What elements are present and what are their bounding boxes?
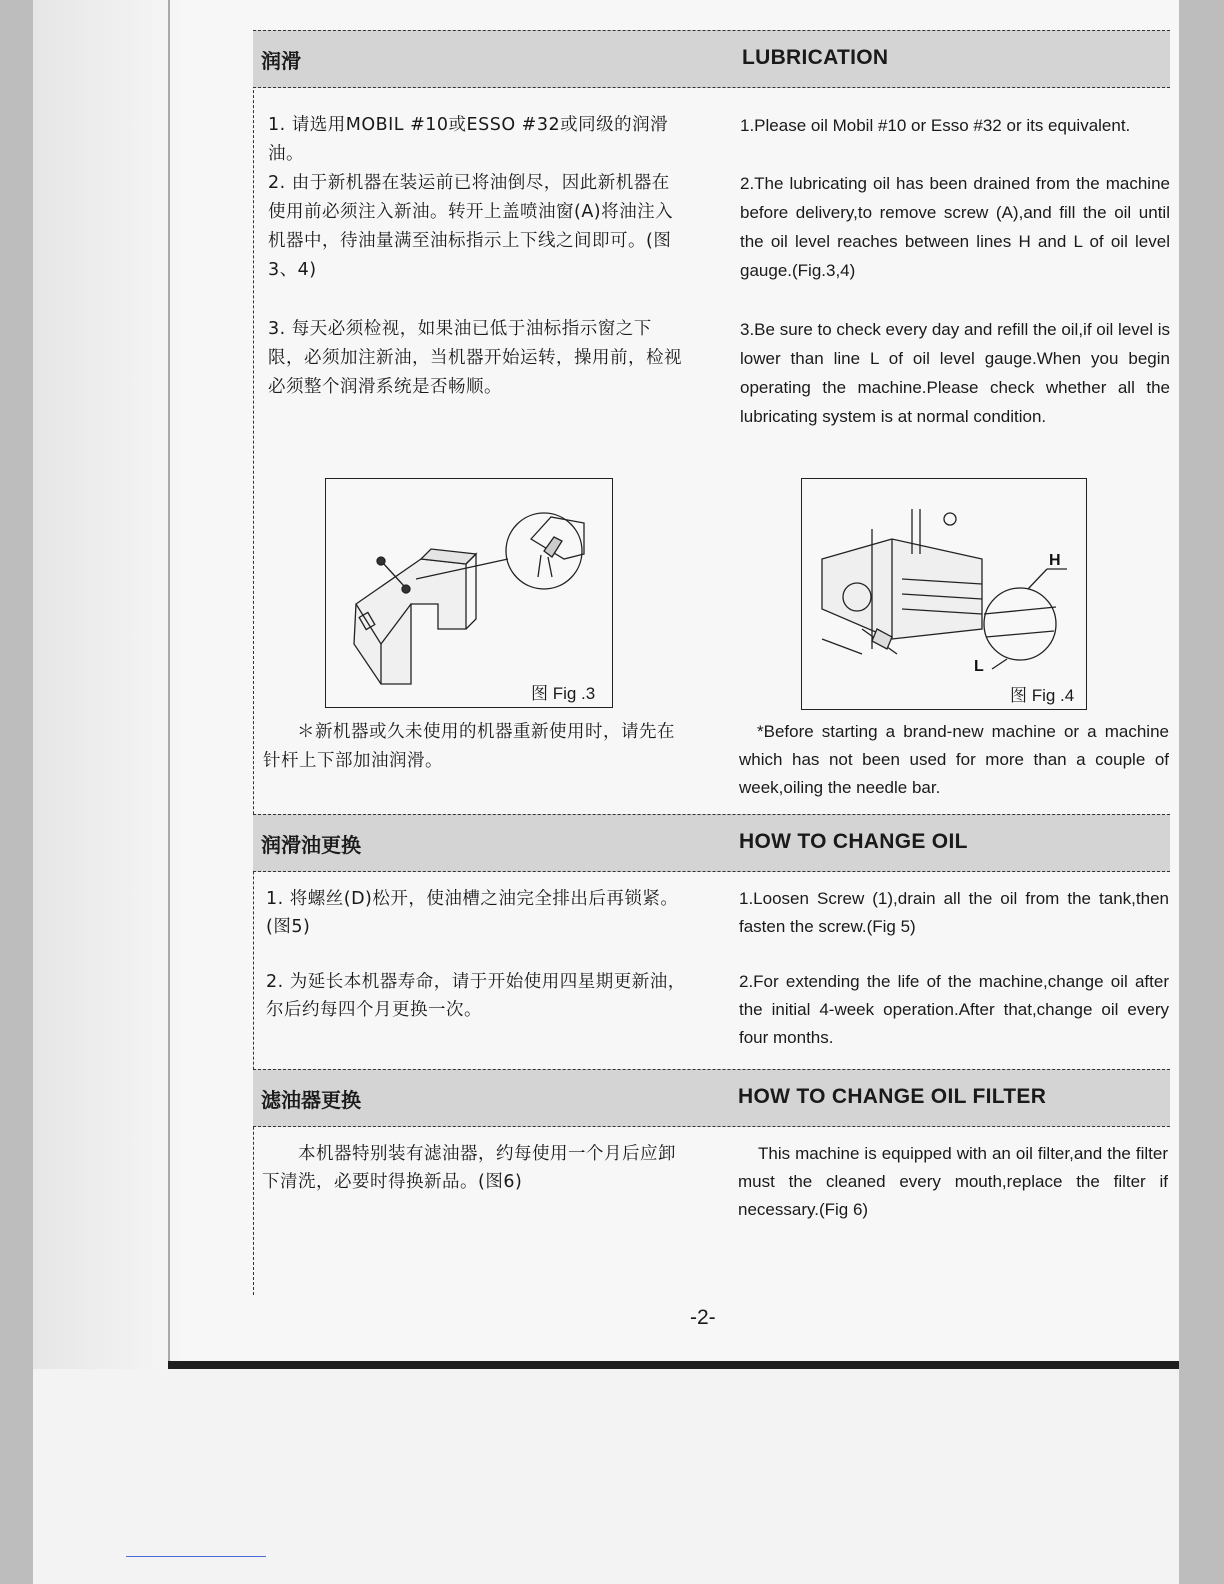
section-header-change-oil xyxy=(253,814,1170,872)
page-left-edge xyxy=(168,0,170,1365)
change-filter-text-zh: 本机器特别装有滤油器，约每使用一个月后应卸下清洗，必要时得换新品。(图6) xyxy=(262,1144,676,1192)
section-header-change-filter xyxy=(253,1069,1170,1127)
figure-3-caption: 图 Fig .3 xyxy=(531,684,596,703)
lubrication-note-zh: ＊新机器或久未使用的机器重新使用时，请先在针杆上下部加油润滑。 xyxy=(263,722,675,771)
lubrication-item-zh-1: 1. 请选用MOBIL #10或ESSO #32或同级的润滑油。 xyxy=(268,115,669,164)
decorative-underline xyxy=(126,1556,266,1557)
figure-4 xyxy=(801,478,1087,710)
section-title-zh: 滤油器更换 xyxy=(261,1088,361,1112)
change-oil-item-en-2: 2.For extending the life of the machine,change oil after the initial 4-week operation.After that,change oil every four months. xyxy=(739,972,1169,1047)
machine-oil-window-illustration xyxy=(326,479,612,707)
page-bottom-edge xyxy=(168,1361,1179,1369)
change-oil-item-zh-1: 1. 将螺丝(D)松开，使油槽之油完全排出后再锁紧。(图5) xyxy=(266,889,679,937)
section-title-zh: 润滑油更换 xyxy=(261,833,361,857)
lubrication-item-en-2: 2.The lubricating oil has been drained from the machine before delivery,to remove screw (A),and fill the oil until the oil level reaches between lines H and L of oil level gauge.(Fig.3,4) xyxy=(740,174,1170,280)
change-filter-text-en: This machine is equipped with an oil filter,and the filter must the cleaned every mouth,replace the filter if necessary.(Fig 6) xyxy=(738,1144,1168,1219)
gauge-label-l: L xyxy=(974,658,984,675)
page-number: -2- xyxy=(690,1306,716,1329)
lubrication-note-en: *Before starting a brand-new machine or a machine which has not been used for more than a couple of week,oiling the needle bar. xyxy=(739,722,1169,797)
page-bottom-area xyxy=(33,1369,1179,1584)
section-header-lubrication xyxy=(253,30,1170,88)
oil-level-gauge-illustration xyxy=(802,479,1086,709)
section-title-zh: 润滑 xyxy=(261,49,301,73)
section-title-en: HOW TO CHANGE OIL xyxy=(739,830,968,853)
figure-3 xyxy=(325,478,613,708)
section-title-en: LUBRICATION xyxy=(742,46,889,69)
gauge-label-h: H xyxy=(1049,552,1061,569)
lubrication-item-zh-3: 3. 每天必须检视，如果油已低于油标指示窗之下限，必须加注新油，当机器开始运转，操用前，检视必须整个润滑系统是否畅顺。 xyxy=(268,319,682,397)
figure-4-caption: 图 Fig .4 xyxy=(1010,686,1075,705)
change-oil-item-zh-2: 2. 为延长本机器寿命，请于开始使用四星期更新油，尔后约每四个月更换一次。 xyxy=(266,972,686,1020)
lubrication-item-zh-2: 2. 由于新机器在装运前已将油倒尽，因此新机器在使用前必须注入新油。转开上盖喷油窗(A)将油注入机器中，待油量满至油标指示上下线之间即可。(图3、4) xyxy=(268,173,674,280)
lubrication-item-en-1: 1.Please oil Mobil #10 or Esso #32 or its equivalent. xyxy=(740,116,1131,135)
section-title-en: HOW TO CHANGE OIL FILTER xyxy=(738,1085,1047,1108)
page-fold-shadow xyxy=(33,0,183,1584)
lubrication-item-en-3: 3.Be sure to check every day and refill the oil,if oil level is lower than line L of oil level gauge.When you begin operating the machine.Please check whether all the lubricating system is at normal condition. xyxy=(740,320,1170,426)
change-oil-item-en-1: 1.Loosen Screw (1),drain all the oil from the tank,then fasten the screw.(Fig 5) xyxy=(739,889,1169,936)
